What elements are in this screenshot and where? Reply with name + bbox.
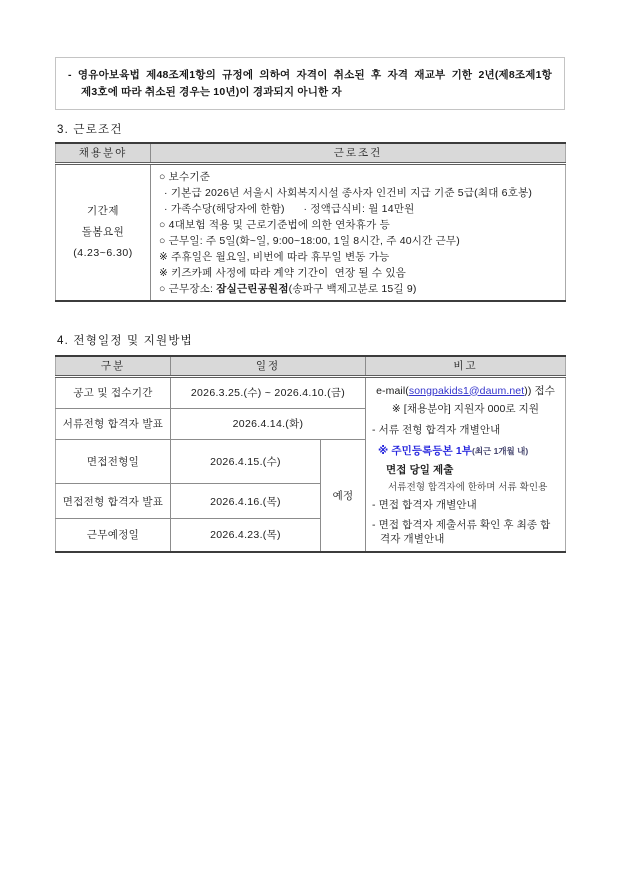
- remarks-notice-1: - 서류 전형 합격자 개별안내: [372, 423, 501, 436]
- working-conditions-table: [55, 142, 566, 302]
- email-link[interactable]: songpakids1@daum.net: [408, 384, 525, 397]
- category-line: (4.23~6.30): [73, 246, 133, 259]
- status-cell: 예정: [321, 439, 366, 552]
- t3-category-cell: [56, 163, 151, 301]
- t3-header-category: 채용분야: [56, 143, 151, 163]
- t3-header-conditions: 근로조건: [151, 143, 566, 163]
- required-document-name: ※ 주민등록등본 1부: [378, 444, 472, 457]
- section3-heading: 3. 근로조건: [57, 124, 123, 136]
- remarks-notice-3: - 면접 합격자 제출서류 확인 후 최종 합격자 개별안내: [372, 518, 551, 545]
- t4-header-remarks: 비고: [366, 356, 566, 376]
- row-date: 2026.4.23.(목): [171, 519, 321, 552]
- condition-insurance: ○ 4대보험 적용 및 근로기준법에 의한 연차휴가 등: [159, 218, 390, 231]
- email-prefix: e-mail(: [376, 384, 409, 397]
- required-document-line: [372, 444, 559, 458]
- apply-note-line: ※ [채용분야] 지원자 000로 지원: [391, 402, 540, 415]
- row-label: 근무예정일: [86, 529, 140, 542]
- row-label: 공고 및 접수기간: [56, 376, 171, 408]
- section4-heading: 4. 전형일정 및 지원방법: [57, 335, 193, 347]
- document-check-note: 서류전형 합격자에 한하며 서류 확인용: [388, 481, 548, 493]
- work-location-prefix: ○ 근무장소:: [159, 283, 217, 296]
- row-date: 2026.4.15.(수): [171, 439, 321, 484]
- row-date: 2026.3.25.(수) ~ 2026.4.10.(금): [171, 376, 366, 408]
- notice-line-2: 제3호에 따라 취소된 경우는 10년)이 경과되지 아니한 자: [81, 86, 342, 98]
- row-label: 면접전형 합격자 발표: [56, 484, 171, 519]
- table-row: [56, 376, 566, 408]
- category-line: 돌봄요원: [81, 225, 125, 238]
- required-document-period: (최근 1개월 내): [472, 445, 529, 456]
- eligibility-notice-box: [55, 57, 565, 110]
- work-location-address: (송파구 백제고분로 15길 9): [288, 283, 417, 296]
- condition-base-pay: · 기본급 2026년 서울시 사회복지시설 종사자 인건비 지급 기준 5급(최대 6호봉): [164, 186, 533, 199]
- submit-day-line: 면접 당일 제출: [386, 463, 454, 476]
- email-receive-line: [372, 384, 559, 398]
- t4-header-schedule: 일정: [171, 356, 366, 376]
- notice-line-1: - 영유아보육법 제48조제1항의 규정에 의하여 자격이 취소된 후 자격 재교부 기한 2년(제8조제1항: [68, 69, 552, 81]
- condition-extension-note: ※ 키즈카페 사정에 따라 계약 기간이 연장 될 수 있음: [159, 267, 407, 280]
- condition-holiday-note: ※ 주휴일은 월요일, 비번에 따라 휴무일 변동 가능: [159, 250, 390, 263]
- email-suffix: )) 접수: [524, 384, 555, 397]
- t4-remarks-cell: [366, 376, 566, 552]
- condition-workdays: ○ 근무일: 주 5일(화~일, 9:00~18:00, 1일 8시간, 주 40시간 근무): [159, 234, 460, 247]
- category-line: 기간제: [87, 204, 119, 217]
- condition-pay-standard: ○ 보수기준: [159, 170, 211, 183]
- remarks-notice-2: - 면접 합격자 개별안내: [372, 498, 477, 511]
- schedule-table: [55, 355, 566, 553]
- row-label: 면접전형일: [56, 439, 171, 484]
- work-location-name: 잠실근린공원점: [216, 283, 289, 296]
- t3-conditions-cell: [151, 163, 566, 301]
- row-label: 서류전형 합격자 발표: [56, 408, 171, 439]
- t4-header-category: 구분: [56, 356, 171, 376]
- row-date: 2026.4.16.(목): [171, 484, 321, 519]
- condition-allowances: · 가족수당(해당자에 한함) · 정액급식비: 월 14만원: [164, 202, 415, 215]
- row-date: 2026.4.14.(화): [171, 408, 366, 439]
- condition-work-location: [159, 281, 557, 297]
